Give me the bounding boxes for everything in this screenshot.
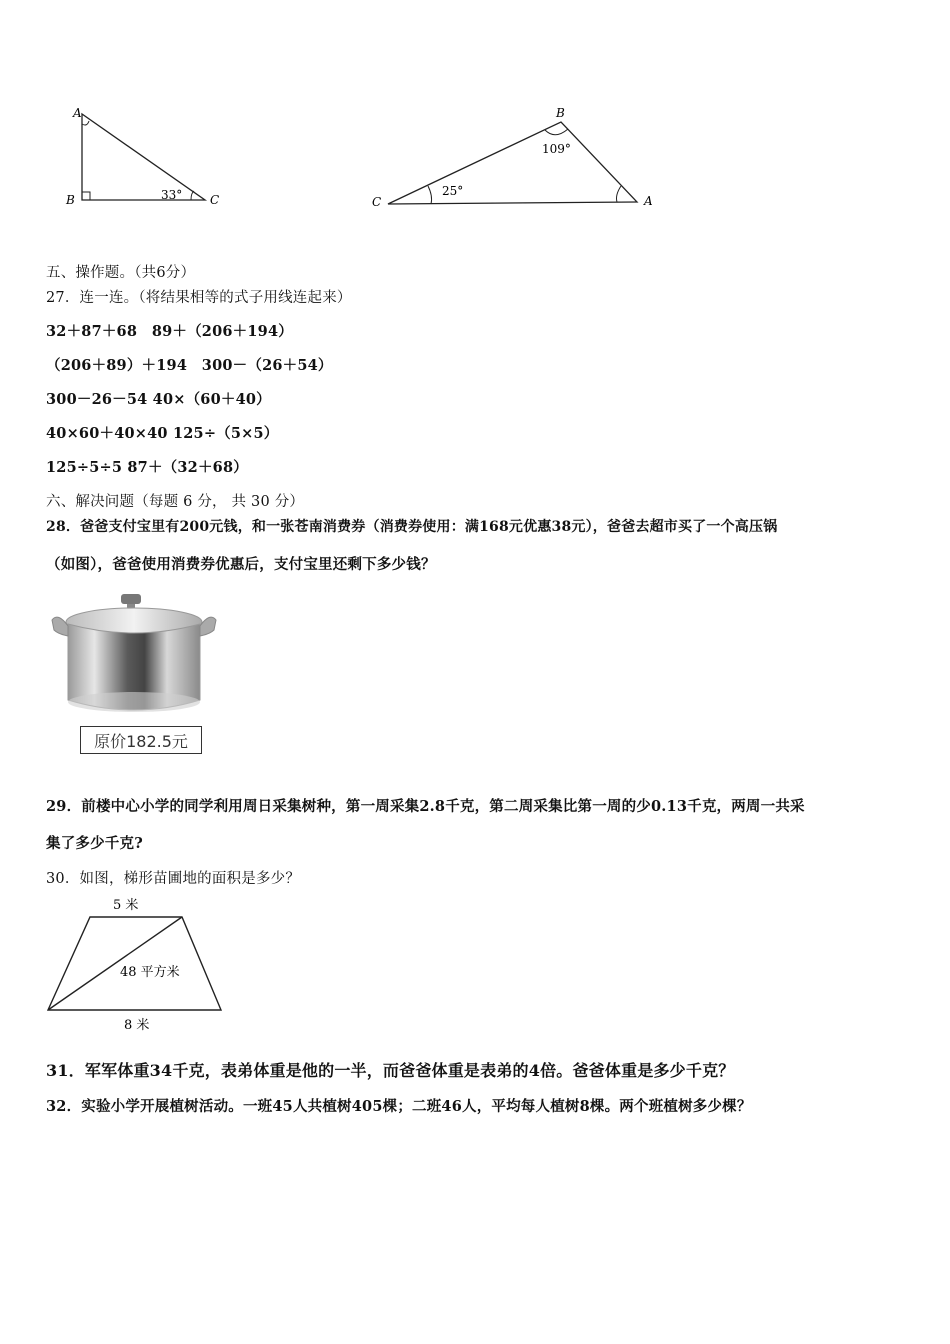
q28-line-1: 28．爸爸支付宝里有200元钱，和一张苍南消费券（消费券使用：满168元优惠38元），爸爸去超市买了一个高压锅 — [46, 519, 778, 535]
q28-line-2: （如图），爸爸使用消费券优惠后，支付宝里还剩下多少钱？ — [46, 556, 436, 573]
triangle1-shape — [82, 114, 205, 200]
q27-row-1: 32＋87＋68 89＋（206＋194） — [46, 323, 293, 340]
triangle1-label-c: C — [210, 193, 220, 207]
q27-row-5: 125÷5÷5 87＋（32＋68） — [46, 459, 248, 476]
angle-b-arc — [545, 129, 568, 135]
triangle2-angle-c: 25° — [442, 184, 464, 198]
section6-title: 六、解决问题（每题 6 分， 共 30 分） — [46, 494, 305, 510]
section5-title: 五、操作题。（共6分） — [46, 265, 196, 281]
q27-row-4: 40×60＋40×40 125÷（5×5） — [46, 425, 279, 442]
angle-a-arc-2 — [617, 186, 622, 202]
pressure-cooker-image — [48, 590, 220, 722]
trapezoid-diagonal — [48, 917, 182, 1010]
q31-text: 31．军军体重34千克，表弟体重是他的一半，而爸爸体重是表弟的4倍。爸爸体重是多少千克？ — [46, 1061, 735, 1080]
triangle1-label-b: B — [66, 193, 75, 207]
triangle2-angle-b: 109° — [542, 142, 571, 156]
triangle2-shape — [388, 122, 637, 204]
trapezoid-top-label: 5 米 — [113, 898, 139, 913]
triangle2-label-a: A — [644, 194, 653, 208]
price-label: 原价182.5元 — [80, 726, 202, 754]
triangle-abc-obtuse — [365, 100, 665, 215]
q27-row-2: （206＋89）＋194 300－（26＋54） — [46, 357, 333, 374]
trapezoid-figure — [44, 893, 234, 1035]
triangle1-label-a: A — [73, 106, 82, 120]
right-angle-mark — [82, 192, 90, 200]
trapezoid-bottom-label: 8 米 — [124, 1018, 150, 1033]
triangle2-label-b: B — [556, 106, 565, 120]
q27-row-3: 300－26－54 40×（60＋40） — [46, 391, 271, 408]
trapezoid-shape — [48, 917, 221, 1010]
q29-line-2: 集了多少千克? — [46, 835, 143, 852]
trapezoid-area-label: 48 平方米 — [120, 965, 180, 980]
angle-c-arc-2 — [428, 186, 432, 204]
q30-prompt: 30．如图，梯形苗圃地的面积是多少？ — [46, 871, 301, 887]
triangle2-label-c: C — [372, 195, 382, 209]
q32-text: 32．实验小学开展植树活动。一班45人共植树405棵；二班46人，平均每人植树8棵。两个班植树多少棵？ — [46, 1098, 752, 1115]
triangle-abc-right — [60, 100, 230, 215]
angle-a-arc — [82, 121, 89, 125]
triangle1-angle-c: 33° — [161, 188, 183, 202]
q27-prompt: 27．连一连。（将结果相等的式子用线连起来） — [46, 290, 352, 306]
q29-line-1: 29．前楼中心小学的同学利用周日采集树种，第一周采集2.8千克，第二周采集比第一周的少0.13千克，两周一共采 — [46, 798, 805, 815]
